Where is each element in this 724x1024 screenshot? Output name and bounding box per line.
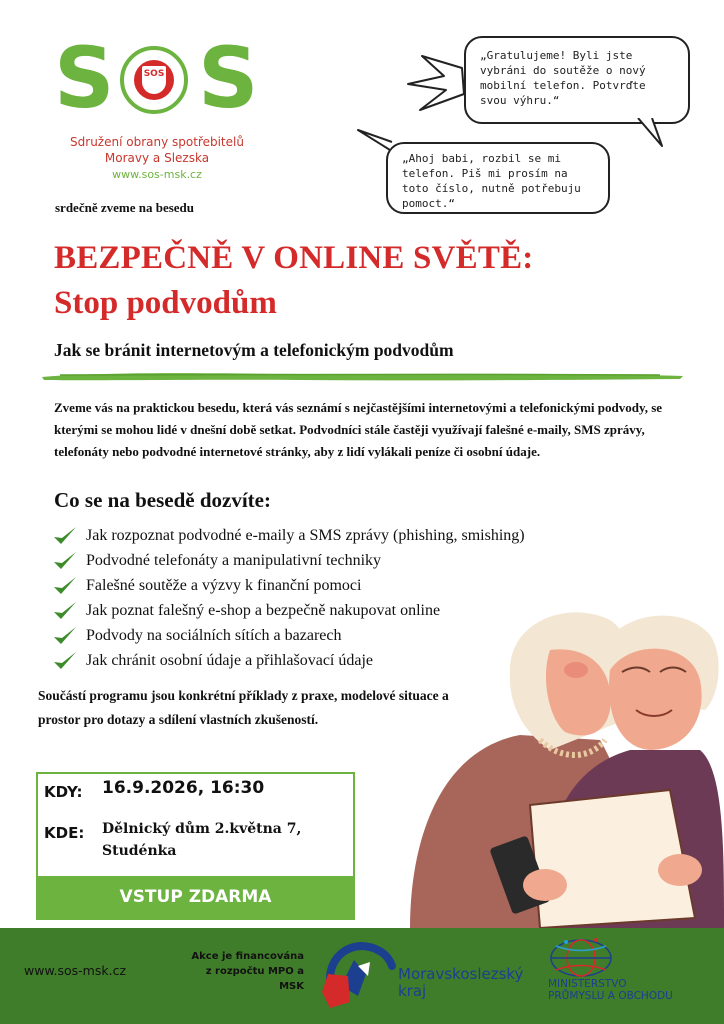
list-item [52,548,652,573]
sos-logo [52,29,267,188]
moravskoslezsky-kraj-logo-icon [318,936,400,1016]
logo-letters [52,29,267,127]
list-item [52,573,652,598]
ministry-line2: PRŮMYSLU A OBCHODU [548,990,673,1002]
logo-letter-right: S [198,29,259,127]
ministry-line1: MINISTERSTVO [548,978,627,990]
learn-heading: Co se na besedě dozvíte: [54,488,271,512]
green-brush-divider [40,369,685,383]
speech-bubble-grandma: „Ahoj babi, rozbil se mi telefon. Piš mi prosím na toto číslo, nutně potřebuju pomoct.“ [386,142,610,214]
org-name [52,134,262,166]
logo-letter-left: S [54,29,115,127]
when-label: KDY: [44,783,83,801]
org-name-line2: Moravy a Slezska [104,151,210,165]
bubble-tail-icon [356,128,396,152]
list-item [52,523,652,548]
when-value: 16.9.2026, 16:30 [102,778,265,798]
funding-line3: MSK [279,981,304,992]
page-title-line2: Stop podvodům [54,285,277,321]
page-title: BEZPEČNĚ V ONLINE SVĚTĚ: [54,240,534,276]
free-entry-banner: VSTUP ZDARMA [38,876,353,918]
where-label: KDE: [44,824,85,842]
logo-website: www.sos-msk.cz [112,168,202,181]
ministry-name [548,978,673,1002]
region-line1: Moravskoslezský [398,965,524,983]
topic-text: Jak rozpoznat podvodné e-maily a SMS zprávy (phishing, smishing) [86,527,525,544]
where-line1: Dělnický dům 2.května 7, [102,821,302,837]
checkmark-icon [52,550,78,572]
where-line2: Studénka [102,843,177,859]
logo-seal-icon [120,46,188,114]
checkmark-icon [52,575,78,597]
funding-line2: z rozpočtu MPO a [205,966,304,977]
topic-text: Falešné soutěže a výzvy k finanční pomoci [86,577,362,594]
event-info-box [36,772,355,920]
topic-text: Podvody na sociálních sítích a bazarech [86,627,342,644]
footer-website: www.sos-msk.cz [24,963,127,978]
checkmark-icon [52,525,78,547]
seal-text: SOS [143,69,165,79]
ministry-globe-icon [546,934,616,978]
where-value [102,818,301,862]
topic-text: Jak chránit osobní údaje a přihlašovací údaje [86,652,374,669]
invite-text: srdečně zveme na besedu [55,200,195,215]
bubble-lightning-icon [400,50,470,116]
funding-line1: Akce je financována [191,951,304,962]
footer [0,928,724,1024]
checkmark-icon [52,650,78,672]
intro-paragraph: Zveme vás na praktickou besedu, která vás seznámí s nejčastějšími internetovými a telefonickými podvody, se kterými se mohou lidé v dnešní době setkat. Podvodníci stále častěji využívají falešné e-maily, SMS zprávy, telefonáty nebo podvodné internetové stránky, aby z lidí vylákali peníze či osobní údaje. [54,400,663,459]
topic-text: Jak poznat falešný e-shop a bezpečně nakupovat online [86,602,441,619]
bubble-tail-icon [636,118,666,148]
program-paragraph: Součástí programu jsou konkrétní příklady z praxe, modelové situace a prostor pro dotazy a sdílení vlastních zkušeností. [38,688,449,727]
region-line2: kraj [398,982,427,1000]
seniors-illustration [400,600,724,928]
topic-text: Podvodné telefonáty a manipulativní techniky [86,552,382,569]
org-name-line1: Sdružení obrany spotřebitelů [70,135,244,149]
checkmark-icon [52,625,78,647]
funding-note [168,949,304,994]
page-subtitle: Jak se bránit internetovým a telefonickým podvodům [54,340,454,360]
region-name [398,966,523,1000]
checkmark-icon [52,600,78,622]
speech-bubble-prize: „Gratulujeme! Byli jste vybráni do soutěže o nový mobilní telefon. Potvrďte svou výhru.“ [464,36,690,124]
